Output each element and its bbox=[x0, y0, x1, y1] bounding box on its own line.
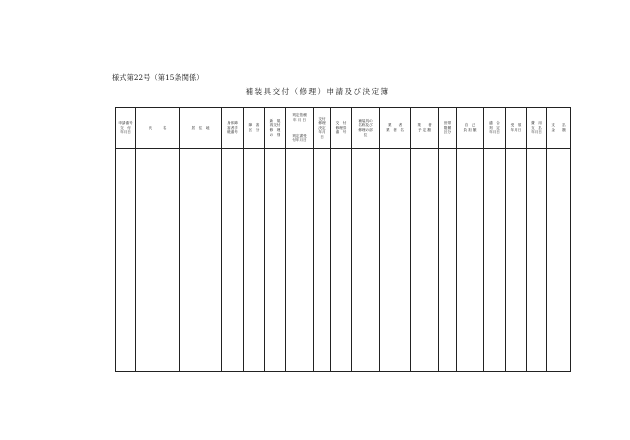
table-cell[interactable] bbox=[265, 149, 286, 372]
column-header: 受 領 年月日 bbox=[506, 108, 527, 149]
table-row bbox=[116, 149, 571, 372]
column-header: 業 者 予 定 額 bbox=[411, 108, 439, 149]
column-header: 交付 修理 決定 年月 日 bbox=[314, 108, 331, 149]
column-header-lower: 判定書受 付年月日 bbox=[292, 133, 307, 143]
column-header: 世帯 階層 区分 bbox=[439, 108, 457, 149]
table-cell[interactable] bbox=[180, 149, 222, 372]
table-cell[interactable] bbox=[286, 149, 314, 372]
column-header: 補装具の 名称及び 修理の部 位 bbox=[352, 108, 380, 149]
column-header: 身体障 害者手 帳番号 bbox=[222, 108, 244, 149]
form-title: 補装具交付（修理）申請及び決定簿 bbox=[245, 87, 390, 96]
table-cell[interactable] bbox=[136, 149, 180, 372]
table-cell[interactable] bbox=[380, 149, 411, 372]
table-cell[interactable] bbox=[527, 149, 547, 372]
table-cell[interactable] bbox=[506, 149, 527, 372]
column-header: 氏 名 bbox=[136, 108, 180, 149]
column-header: 自 己 負 担 額 bbox=[457, 108, 484, 149]
column-header: 業 者 業 者 名 bbox=[380, 108, 411, 149]
table-cell[interactable] bbox=[439, 149, 457, 372]
register-table bbox=[115, 107, 571, 372]
column-header: 適 合 判 定 年月日 bbox=[484, 108, 506, 149]
column-header: 費 用 支 払 年月日 bbox=[527, 108, 547, 149]
table-cell[interactable] bbox=[244, 149, 265, 372]
table-cell[interactable] bbox=[116, 149, 136, 372]
table-cell[interactable] bbox=[314, 149, 331, 372]
table-cell[interactable] bbox=[547, 149, 571, 372]
form-number-label: 様式第22号（第15条関係） bbox=[112, 73, 204, 82]
table-cell[interactable] bbox=[457, 149, 484, 372]
column-header: 障 害 区 分 bbox=[244, 108, 265, 149]
column-header-upper: 判定依頼 年 月 日 bbox=[292, 113, 307, 122]
column-header: 申請番号 交 付 年月日 bbox=[116, 108, 136, 149]
table-cell[interactable] bbox=[331, 149, 352, 372]
column-header: 支 払 金 額 bbox=[547, 108, 571, 149]
column-header: 交 付 修理券 番 号 bbox=[331, 108, 352, 149]
column-header: 居 住 地 bbox=[180, 108, 222, 149]
column-header bbox=[286, 108, 314, 149]
table-cell[interactable] bbox=[484, 149, 506, 372]
table-cell[interactable] bbox=[411, 149, 439, 372]
table-cell[interactable] bbox=[352, 149, 380, 372]
table-cell[interactable] bbox=[222, 149, 244, 372]
table-header-row bbox=[116, 108, 571, 149]
column-header: 新 規 再交付 修 理 の 別 bbox=[265, 108, 286, 149]
